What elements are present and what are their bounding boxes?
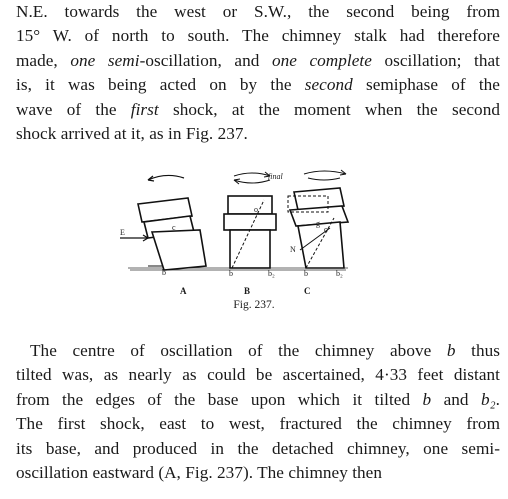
text-run: made, xyxy=(16,50,71,70)
text-run: semiphase of the xyxy=(352,75,500,95)
panel-label-b: B xyxy=(244,286,251,296)
text-run: 15° W. of north to south. The chimney stalk had therefore xyxy=(16,26,500,46)
panel-b-letter-b: b xyxy=(229,269,233,278)
text-run: is, it was being acted on by the xyxy=(16,75,305,95)
text-line xyxy=(16,363,500,387)
text-line xyxy=(16,98,500,122)
text-run: The centre of oscillation of the chimney above xyxy=(30,341,447,360)
text-run: thus xyxy=(455,341,500,360)
text-line xyxy=(16,412,500,436)
panel-a-chimney xyxy=(138,198,206,270)
text-run: its base, and produced in the detached chimney, one semi- xyxy=(16,438,500,458)
text-run: shock, at the moment when the second xyxy=(158,99,500,119)
panel-a-letter-b: b xyxy=(162,268,166,277)
text-run: wave of the xyxy=(16,99,131,119)
text-line xyxy=(16,49,500,73)
italic-text: first xyxy=(130,99,159,119)
panel-c-letter-n: N xyxy=(290,245,296,254)
text-run: . xyxy=(495,389,500,409)
text-run: and xyxy=(431,389,481,409)
italic-text: b xyxy=(422,389,432,409)
text-line xyxy=(16,461,500,485)
panel-c-letter-g: g xyxy=(316,219,320,228)
figure-237-drawing xyxy=(118,166,358,298)
figure-237 xyxy=(118,166,358,298)
text-line xyxy=(16,122,500,146)
panel-a-letter-c: c xyxy=(172,223,176,232)
paragraph-2 xyxy=(16,339,500,485)
panel-b-letter-b2: b₂ xyxy=(268,269,275,278)
panel-b-chimney xyxy=(224,196,276,268)
text-run: oscillation eastward (A, Fig. 237). The chimney then xyxy=(16,463,383,483)
text-run: oscillation; that xyxy=(371,50,500,70)
panel-c-letter-b2: b₂ xyxy=(336,269,343,278)
paragraph-1 xyxy=(16,0,500,146)
text-run: N.E. towards the west or S.W., the second being from xyxy=(16,2,500,21)
text-run: -oscillation, and xyxy=(139,50,272,70)
text-line xyxy=(16,437,500,461)
text-line xyxy=(16,0,500,24)
italic-text: one semi xyxy=(70,50,140,70)
text-run: tilted was, as nearly as could be ascertained, 4·33 feet distant xyxy=(16,365,500,385)
italic-text: b₂ xyxy=(480,389,496,409)
text-line xyxy=(16,73,500,97)
text-line xyxy=(16,339,500,363)
panel-c-chimney xyxy=(288,188,348,268)
italic-text: b xyxy=(446,341,456,360)
panel-c-letter-o: o xyxy=(324,225,328,234)
panel-label-a: A xyxy=(180,286,187,296)
text-line xyxy=(16,24,500,48)
panel-b-letter-o: o xyxy=(254,205,258,214)
panel-b-letter-final: final xyxy=(268,172,283,181)
text-run: shock arrived at it, as in Fig. 237. xyxy=(16,124,248,144)
italic-text: one complete xyxy=(271,50,372,70)
panel-label-c: C xyxy=(304,286,311,296)
panel-c-letter-b: b xyxy=(304,269,308,278)
figure-caption: Fig. 237. xyxy=(233,299,275,311)
italic-text: second xyxy=(304,75,353,95)
text-line xyxy=(16,388,500,412)
text-run: The first shock, east to west, fractured the chimney from xyxy=(16,414,500,434)
panel-a-letter-e: E xyxy=(120,228,125,237)
text-run: from the edges of the base upon which it tilted xyxy=(16,389,423,409)
